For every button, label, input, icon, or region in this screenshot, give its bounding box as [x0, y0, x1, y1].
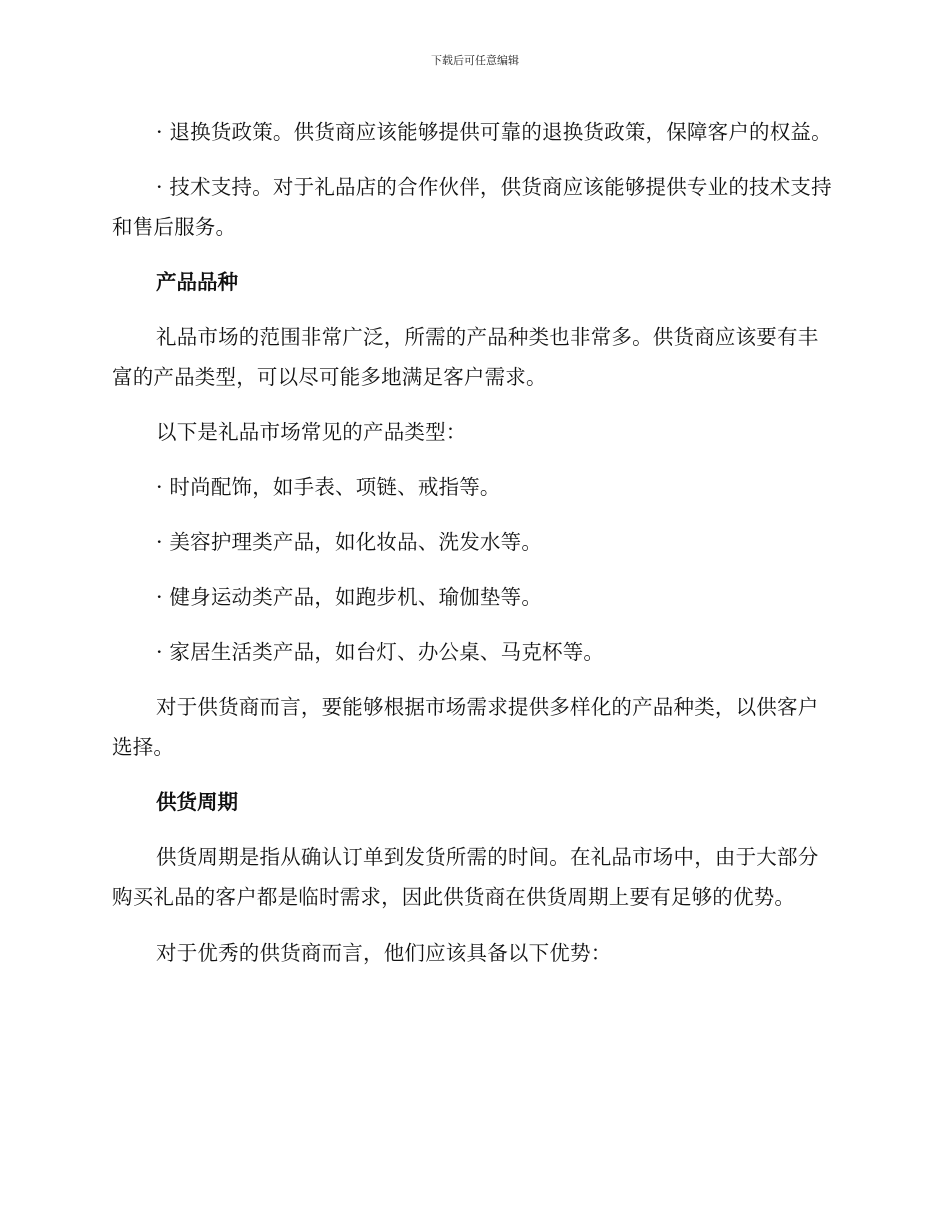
paragraph-return-policy: · 退换货政策。供货商应该能够提供可靠的退换货政策，保障客户的权益。 [156, 120, 832, 144]
paragraph-diverse-products: 对于供货商而言，要能够根据市场需求提供多样化的产品种类，以供客户选择。 [112, 695, 819, 759]
section-heading-supply-cycle: 供货周期 [156, 790, 238, 814]
list-item-fashion-accessories: · 时尚配饰，如手表、项链、戒指等。 [156, 475, 501, 499]
list-item-fitness-sports: · 健身运动类产品，如跑步机、瑜伽垫等。 [156, 585, 543, 609]
list-item-beauty-care: · 美容护理类产品，如化妆品、洗发水等。 [156, 530, 543, 554]
paragraph-product-range: 礼品市场的范围非常广泛，所需的产品种类也非常多。供货商应该要有丰富的产品类型，可以尽可能多地满足客户需求。 [112, 325, 819, 389]
paragraph-tech-support: · 技术支持。对于礼品店的合作伙伴，供货商应该能够提供专业的技术支持和售后服务。 [112, 175, 832, 239]
section-heading-product-variety: 产品品种 [156, 270, 238, 294]
paragraph-supplier-advantages-intro: 对于优秀的供货商而言，他们应该具备以下优势： [156, 941, 612, 965]
paragraph-product-types-intro: 以下是礼品市场常见的产品类型： [156, 420, 467, 444]
list-item-home-living: · 家居生活类产品，如台灯、办公桌、马克杯等。 [156, 640, 605, 664]
page-header: 下载后可任意编辑 [431, 54, 519, 67]
document-body [112, 112, 834, 973]
paragraph-supply-cycle-definition: 供货周期是指从确认订单到发货所需的时间。在礼品市场中，由于大部分购买礼品的客户都是临时需求，因此供货商在供货周期上要有足够的优势。 [112, 845, 819, 909]
